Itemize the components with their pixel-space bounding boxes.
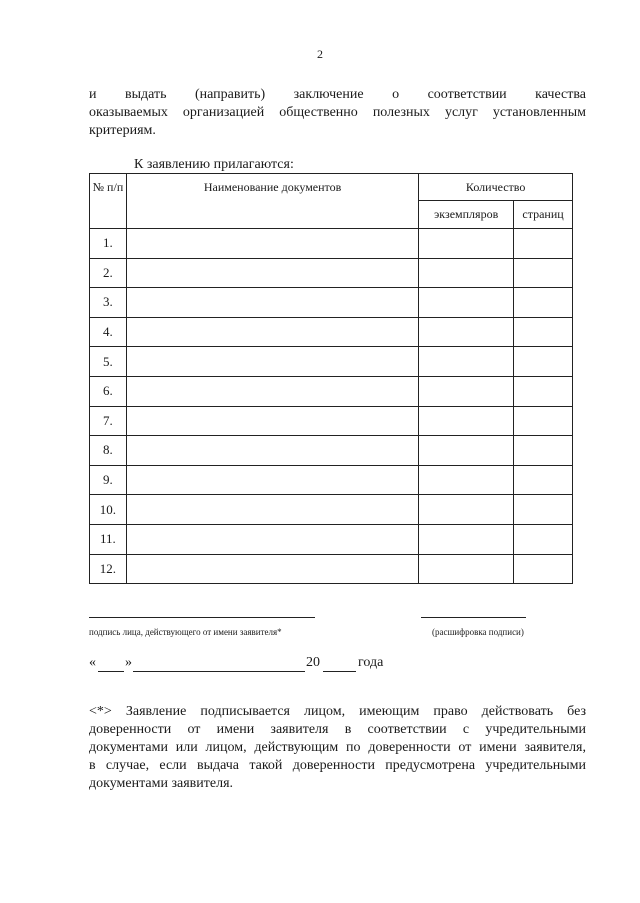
footnote [89, 703, 586, 793]
table-row [90, 406, 573, 436]
document-name-cell[interactable] [126, 229, 418, 259]
intro-line: оказываемых организацией общественно полезных услуг установленным [89, 105, 586, 120]
document-name-cell[interactable] [126, 347, 418, 377]
date-century: 20 [306, 655, 320, 670]
table-row [90, 436, 573, 466]
document-name-cell[interactable] [126, 406, 418, 436]
table-row [90, 524, 573, 554]
table-row [90, 495, 573, 525]
copies-cell[interactable] [419, 258, 514, 288]
footnote-line: документами заявителя. [89, 776, 234, 791]
pages-cell[interactable] [514, 495, 573, 525]
header-pages [514, 201, 573, 229]
date-day-field[interactable] [98, 671, 124, 672]
intro-paragraph [89, 86, 586, 140]
pages-cell[interactable] [514, 554, 573, 584]
document-name-cell[interactable] [126, 376, 418, 406]
date-line [89, 655, 489, 675]
header-quantity-label: Количество [465, 179, 526, 194]
pages-cell[interactable] [514, 524, 573, 554]
copies-cell[interactable] [419, 436, 514, 466]
table-row [90, 465, 573, 495]
row-number: 5. [90, 347, 127, 377]
row-number: 7. [90, 406, 127, 436]
header-number-label: № п/п [92, 180, 124, 194]
pages-cell[interactable] [514, 465, 573, 495]
copies-cell[interactable] [419, 524, 514, 554]
copies-cell[interactable] [419, 465, 514, 495]
signature-decode-caption: (расшифровка подписи) [432, 627, 524, 637]
footnote-line: документами или лицом, действующим по доверенности от имени заявителя, [89, 740, 586, 755]
table-row [90, 554, 573, 584]
table-row [90, 317, 573, 347]
copies-cell[interactable] [419, 317, 514, 347]
footnote-line: в случае, если выдача такой доверенности предусмотрена учредительными [89, 758, 586, 773]
pages-cell[interactable] [514, 229, 573, 259]
table-row [90, 258, 573, 288]
document-name-cell[interactable] [126, 436, 418, 466]
date-month-field[interactable] [133, 671, 305, 672]
table-row [90, 288, 573, 318]
header-number [90, 174, 127, 229]
row-number: 6. [90, 376, 127, 406]
copies-cell[interactable] [419, 347, 514, 377]
header-name-label: Наименование документов [203, 180, 342, 194]
copies-cell[interactable] [419, 229, 514, 259]
table-row [90, 229, 573, 259]
pages-cell[interactable] [514, 376, 573, 406]
signature-decode-line[interactable] [421, 617, 526, 618]
row-number: 9. [90, 465, 127, 495]
row-number: 3. [90, 288, 127, 318]
copies-cell[interactable] [419, 376, 514, 406]
table-row [90, 347, 573, 377]
copies-cell[interactable] [419, 495, 514, 525]
pages-cell[interactable] [514, 347, 573, 377]
document-name-cell[interactable] [126, 524, 418, 554]
copies-cell[interactable] [419, 406, 514, 436]
page-number: 2 [317, 47, 323, 61]
pages-cell[interactable] [514, 317, 573, 347]
row-number: 11. [90, 524, 127, 554]
date-year-word: года [358, 655, 384, 670]
copies-cell[interactable] [419, 554, 514, 584]
pages-cell[interactable] [514, 436, 573, 466]
signature-line[interactable] [89, 617, 315, 618]
row-number: 2. [90, 258, 127, 288]
date-close-quote: » [125, 655, 132, 670]
row-number: 1. [90, 229, 127, 259]
intro-line: и выдать (направить) заключение о соответствии качества [89, 87, 586, 102]
pages-cell[interactable] [514, 406, 573, 436]
document-name-cell[interactable] [126, 258, 418, 288]
pages-cell[interactable] [514, 288, 573, 318]
footnote-line: <*> Заявление подписывается лицом, имеющим право действовать без [89, 704, 586, 719]
signature-caption: подпись лица, действующего от имени заявителя* [89, 627, 282, 637]
date-open-quote: « [89, 655, 96, 670]
document-name-cell[interactable] [126, 317, 418, 347]
pages-cell[interactable] [514, 258, 573, 288]
document-name-cell[interactable] [126, 495, 418, 525]
header-copies [419, 201, 514, 229]
intro-line: критериям. [89, 123, 156, 138]
row-number: 10. [90, 495, 127, 525]
attachments-table [89, 173, 573, 584]
header-quantity [419, 174, 573, 201]
row-number: 12. [90, 554, 127, 584]
table-row [90, 376, 573, 406]
attachments-heading: К заявлению прилагаются: [134, 157, 294, 172]
row-number: 8. [90, 436, 127, 466]
footnote-line: доверенности от имени заявителя в соответствии с учредительными [89, 722, 586, 737]
document-name-cell[interactable] [126, 465, 418, 495]
row-number: 4. [90, 317, 127, 347]
document-name-cell[interactable] [126, 554, 418, 584]
document-name-cell[interactable] [126, 288, 418, 318]
header-copies-label: экземпляров [434, 207, 499, 221]
header-name [126, 174, 418, 229]
date-year-field[interactable] [323, 671, 356, 672]
copies-cell[interactable] [419, 288, 514, 318]
header-pages-label: страниц [522, 207, 564, 221]
